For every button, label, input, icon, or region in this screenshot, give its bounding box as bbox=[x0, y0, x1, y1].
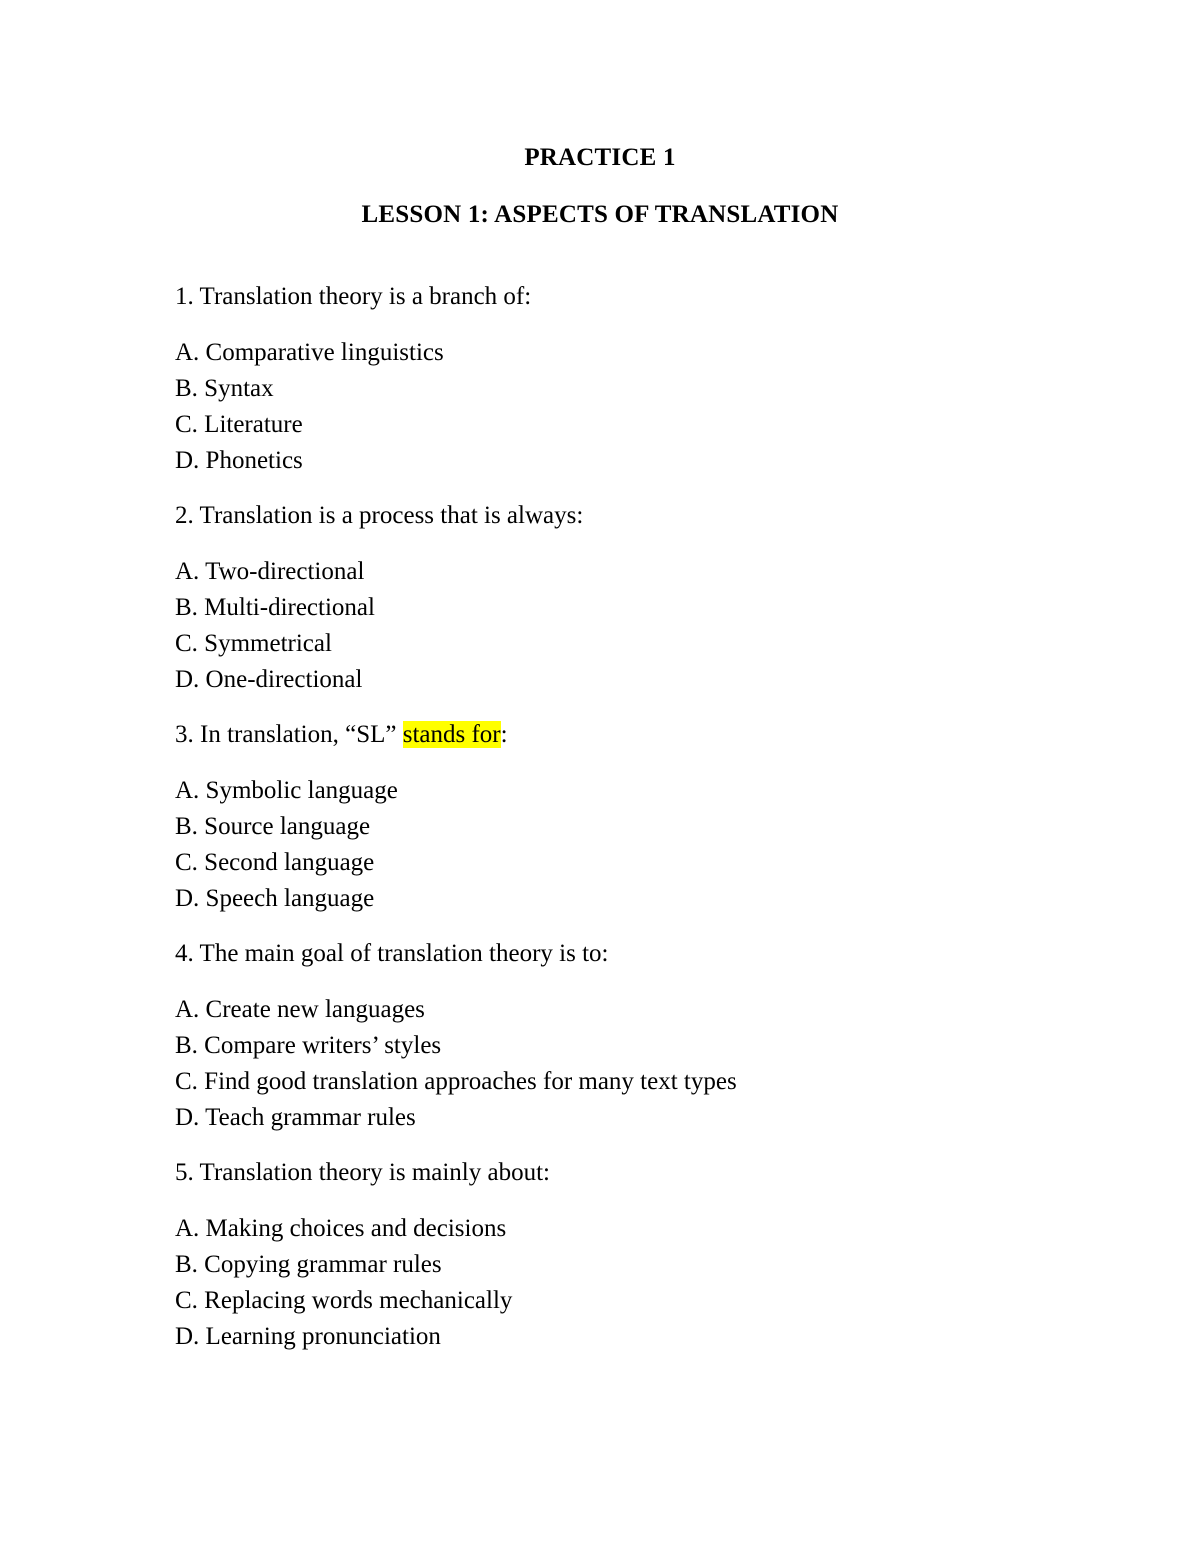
option-b: B. Source language bbox=[175, 813, 371, 840]
option-c: C. Replacing words mechanically bbox=[175, 1287, 513, 1314]
option-a: A. Create new languages bbox=[175, 996, 425, 1023]
option-a: A. Comparative linguistics bbox=[175, 339, 444, 366]
option-b: B. Multi-directional bbox=[175, 594, 375, 621]
option-d: D. Teach grammar rules bbox=[175, 1104, 416, 1131]
question-3 bbox=[175, 720, 1075, 920]
lesson-title: LESSON 1: ASPECTS OF TRANSLATION bbox=[361, 201, 839, 228]
question-5 bbox=[175, 1158, 1075, 1358]
question-list bbox=[175, 282, 1075, 1377]
option-a: A. Two-directional bbox=[175, 558, 365, 585]
question-2 bbox=[175, 501, 1075, 701]
question-text-start: 3. In translation, “SL” bbox=[175, 721, 403, 748]
option-d: D. One-directional bbox=[175, 666, 363, 693]
option-d: D. Speech language bbox=[175, 885, 375, 912]
question-text bbox=[175, 720, 1075, 750]
option-c: C. Second language bbox=[175, 849, 375, 876]
option-b: B. Syntax bbox=[175, 375, 274, 402]
option-c: C. Literature bbox=[175, 411, 303, 438]
page-title: PRACTICE 1 bbox=[524, 144, 676, 171]
question-text-end: : bbox=[500, 721, 508, 748]
option-c: C. Find good translation approaches for many text types bbox=[175, 1068, 737, 1095]
option-a: A. Symbolic language bbox=[175, 777, 398, 804]
option-b: B. Copying grammar rules bbox=[175, 1251, 442, 1278]
question-1 bbox=[175, 282, 1075, 482]
option-d: D. Phonetics bbox=[175, 447, 303, 474]
option-d: D. Learning pronunciation bbox=[175, 1323, 441, 1350]
option-c: C. Symmetrical bbox=[175, 630, 332, 657]
question-text: 1. Translation theory is a branch of: bbox=[175, 283, 532, 310]
question-text: 4. The main goal of translation theory is to: bbox=[175, 940, 609, 967]
highlighted-text: stands for bbox=[402, 721, 501, 748]
question-text: 5. Translation theory is mainly about: bbox=[175, 1159, 550, 1186]
option-a: A. Making choices and decisions bbox=[175, 1215, 507, 1242]
question-4 bbox=[175, 939, 1075, 1139]
option-b: B. Compare writers’ styles bbox=[175, 1032, 442, 1059]
question-text: 2. Translation is a process that is always: bbox=[175, 502, 584, 529]
